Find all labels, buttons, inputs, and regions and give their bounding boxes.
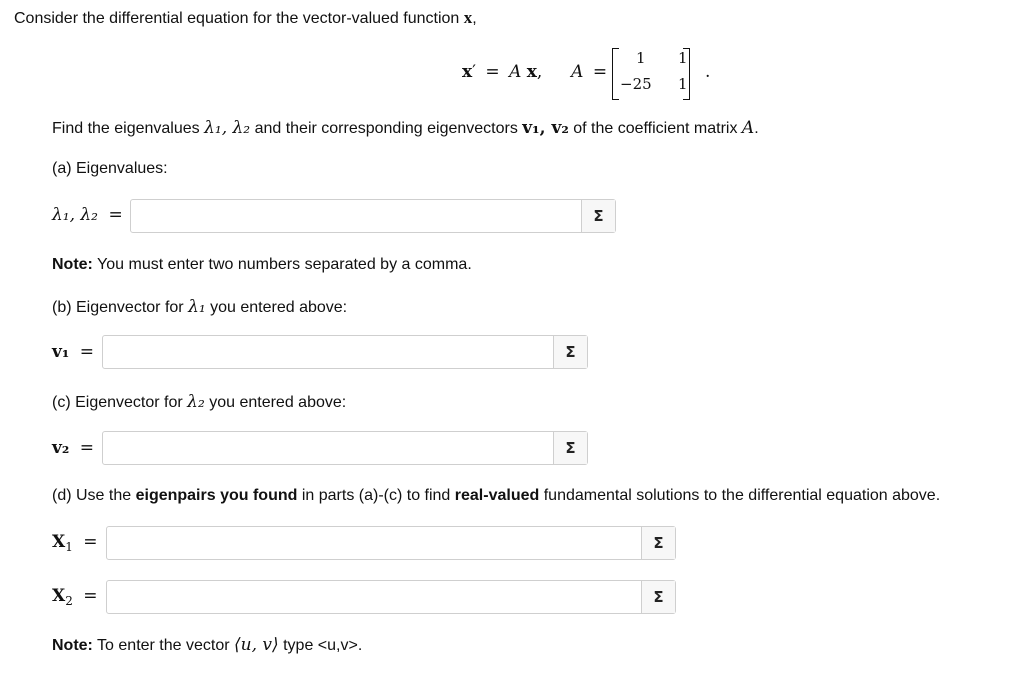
- part-b-heading: (b) Eigenvector for λ₁ you entered above:: [52, 297, 348, 317]
- part-a-heading: (a) Eigenvalues:: [52, 160, 168, 177]
- eigenvalues-field[interactable]: [130, 199, 616, 233]
- eigenvector-2-input[interactable]: [103, 432, 555, 464]
- instruction-text: Find the eigenvalues λ₁, λ₂ and their corresponding eigenvectors v₁, v₂ of the coefficient matrix A.: [52, 118, 759, 138]
- eigenvalues-input[interactable]: [131, 200, 583, 232]
- differential-equation: x′ = A x, A =: [462, 62, 608, 82]
- matrix-a12: 1: [678, 49, 688, 67]
- part-a-note: Note: You must enter two numbers separated by a comma.: [52, 256, 472, 273]
- solution-1-label: $X_1$ =: [52, 532, 98, 555]
- matrix-a22: 1: [678, 75, 688, 93]
- matrix-a11: 1: [636, 49, 646, 67]
- part-b-label: v₁ =: [52, 342, 95, 362]
- part-a-label: λ₁, λ₂ =: [52, 205, 123, 225]
- eigenvector-1-input[interactable]: [103, 336, 555, 368]
- intro-text: Consider the differential equation for the vector-valued function x,: [14, 8, 477, 27]
- part-c-heading: (c) Eigenvector for λ₂ you entered above:: [52, 392, 347, 412]
- solution-2-label: $X_2$ =: [52, 586, 98, 609]
- sigma-icon[interactable]: Σ: [553, 336, 587, 368]
- sigma-icon[interactable]: Σ: [581, 200, 615, 232]
- part-c-label: v₂ =: [52, 438, 95, 458]
- solution-2-input[interactable]: [107, 581, 643, 613]
- eigenvector-2-field[interactable]: [102, 431, 588, 465]
- sigma-icon[interactable]: Σ: [641, 581, 675, 613]
- sigma-icon[interactable]: Σ: [641, 527, 675, 559]
- matrix-a21: −25: [620, 75, 652, 93]
- sigma-icon[interactable]: Σ: [553, 432, 587, 464]
- solution-1-input[interactable]: [107, 527, 643, 559]
- part-d-heading: (d) Use the eigenpairs you found in parts (a)-(c) to find real-valued fundamental solutions to the differential equation above.: [52, 487, 941, 504]
- vector-entry-note: Note: To enter the vector ⟨u, v⟩ type <u,v>.: [52, 635, 363, 655]
- equation-period: .: [705, 62, 711, 82]
- matrix-left-bracket: [612, 48, 619, 100]
- solution-2-field[interactable]: [106, 580, 676, 614]
- eigenvector-1-field[interactable]: [102, 335, 588, 369]
- solution-1-field[interactable]: [106, 526, 676, 560]
- coefficient-matrix: [612, 48, 690, 98]
